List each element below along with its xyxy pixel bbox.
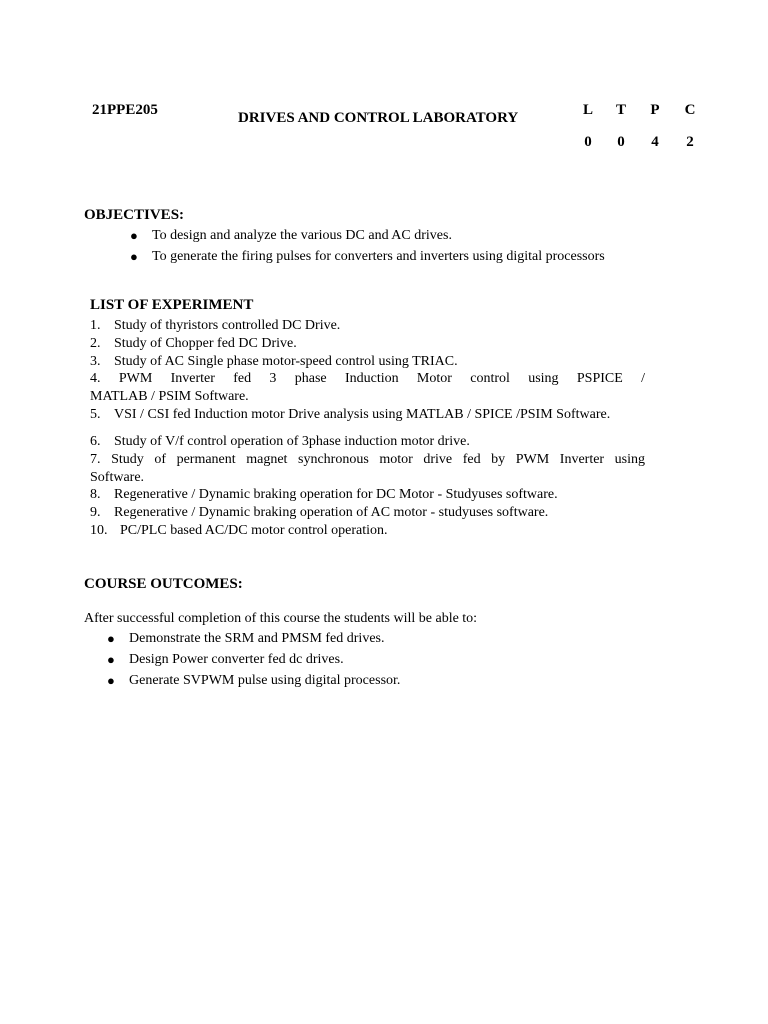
ltpc-value-l: 0 (584, 134, 592, 150)
objectives-list (130, 227, 605, 269)
objectives-heading: OBJECTIVES: (84, 207, 185, 223)
item-text: Regenerative / Dynamic braking operation of AC motor - studyuses software. (114, 505, 549, 520)
course-code: 21PPE205 (92, 102, 158, 118)
list-item (90, 522, 645, 540)
item-number: 6. (90, 434, 101, 449)
item-text: Study of V/f control operation of 3phase induction motor drive. (114, 434, 470, 449)
item-line (90, 370, 645, 388)
list-item (90, 451, 645, 486)
list-item (130, 227, 605, 248)
item-text: PWM Inverter fed 3 phase Induction Motor control using PSPICE / (118, 371, 646, 386)
bullet-icon: ● (107, 673, 115, 688)
outcomes-list (107, 630, 400, 693)
item-text-continued: MATLAB / PSIM Software. (90, 388, 249, 404)
list-item (90, 317, 645, 335)
item-number: 8. (90, 487, 101, 502)
outcome-text: Demonstrate the SRM and PMSM fed drives. (129, 631, 385, 646)
item-text: Study of Chopper fed DC Drive. (114, 336, 297, 351)
ltpc-value-p: 4 (651, 134, 659, 150)
list-item (107, 672, 400, 693)
item-number: 10. (90, 523, 108, 538)
item-line (90, 451, 645, 469)
ltpc-value-c: 2 (686, 134, 694, 150)
item-text: Regenerative / Dynamic braking operation for DC Motor - Studyuses software. (114, 487, 558, 502)
objective-text: To design and analyze the various DC and AC drives. (152, 228, 452, 243)
outcomes-heading: COURSE OUTCOMES: (84, 576, 243, 592)
item-text: Study of AC Single phase motor-speed control using TRIAC. (114, 354, 458, 369)
item-number: 5. (90, 407, 101, 422)
ltpc-value-t: 0 (617, 134, 625, 150)
course-title: DRIVES AND CONTROL LABORATORY (238, 110, 519, 126)
item-number: 3. (90, 354, 101, 369)
list-item (107, 651, 400, 672)
item-number: 1. (90, 318, 101, 333)
item-number: 9. (90, 505, 101, 520)
ltpc-label-p: P (650, 102, 660, 118)
item-number: 7. (90, 452, 101, 467)
list-item (90, 504, 645, 522)
list-item (90, 335, 645, 353)
objective-text: To generate the firing pulses for converters and inverters using digital processors (152, 249, 605, 264)
bullet-icon: ● (107, 631, 115, 646)
item-text: Study of permanent magnet synchronous motor drive fed by PWM Inverter using (111, 452, 645, 467)
ltpc-label-t: T (615, 102, 626, 118)
item-text: Study of thyristors controlled DC Drive. (114, 318, 341, 333)
bullet-icon: ● (130, 228, 138, 243)
item-text: PC/PLC based AC/DC motor control operation. (120, 523, 388, 538)
item-number: 2. (90, 336, 101, 351)
bullet-icon: ● (130, 249, 138, 264)
list-item (107, 630, 400, 651)
outcome-text: Generate SVPWM pulse using digital processor. (129, 673, 401, 688)
ltpc-label-c: C (684, 102, 696, 118)
item-text: VSI / CSI fed Induction motor Drive analysis using MATLAB / SPICE /PSIM Software. (114, 407, 611, 422)
list-item (90, 353, 645, 371)
outcome-text: Design Power converter fed dc drives. (129, 652, 344, 667)
list-item (90, 433, 645, 451)
list-item (130, 248, 605, 269)
experiments-heading: LIST OF EXPERIMENT (90, 297, 254, 313)
list-item (90, 406, 645, 424)
outcomes-intro: After successful completion of this course the students will be able to: (84, 611, 478, 626)
list-item (90, 486, 645, 504)
item-number: 4. (90, 371, 101, 386)
item-text-continued: Software. (90, 469, 145, 485)
bullet-icon: ● (107, 652, 115, 667)
ltpc-label-l: L (582, 102, 593, 118)
list-item (90, 370, 645, 405)
